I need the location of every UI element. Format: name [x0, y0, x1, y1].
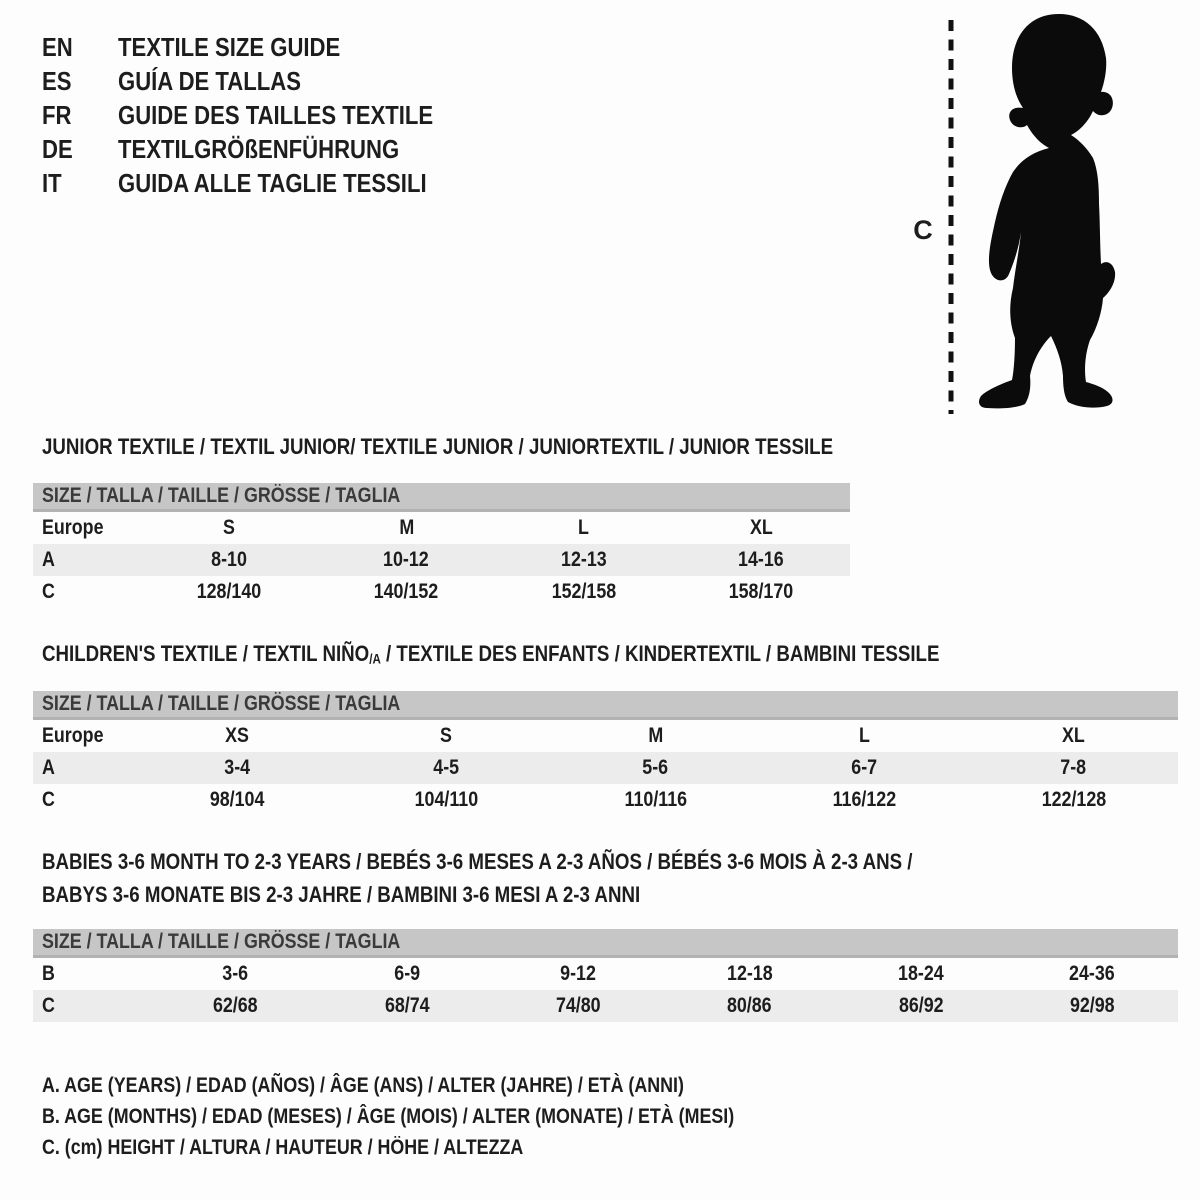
legend-line-c: C. (cm) HEIGHT / ALTURA / HAUTEUR / HÖHE / ALTEZZA	[42, 1136, 524, 1159]
table-row-europe	[33, 512, 850, 544]
language-code: FR	[42, 100, 72, 130]
nino-a-subscript: /A	[369, 651, 381, 667]
cell: 104/110	[414, 788, 479, 811]
language-code: IT	[42, 168, 62, 198]
row-label: C	[42, 994, 55, 1017]
language-label: GUIDE DES TAILLES TEXTILE	[118, 100, 434, 130]
babies-table-title-line2: BABYS 3-6 MONATE BIS 2-3 JAHRE / BAMBINI 3-6 MESI A 2-3 ANNI	[42, 882, 641, 907]
cell: 14-16	[738, 548, 785, 571]
cell: 4-5	[433, 756, 460, 779]
cell: 92/98	[1069, 994, 1115, 1017]
table-row-height	[33, 990, 1178, 1022]
cell: M	[648, 724, 663, 747]
row-label: Europe	[42, 724, 104, 747]
measure-legend	[42, 1070, 856, 1163]
size-header-bar: SIZE / TALLA / TAILLE / GRÖSSE / TAGLIA	[33, 483, 850, 512]
cell: 116/122	[832, 788, 897, 811]
table-row-age	[33, 544, 850, 576]
cell: 12-13	[560, 548, 607, 571]
language-code: EN	[42, 32, 73, 62]
legend-line-a: A. AGE (YEARS) / EDAD (AÑOS) / ÂGE (ANS) / ALTER (JAHRE) / ETÀ (ANNI)	[42, 1074, 684, 1097]
babies-table-title-line1: BABIES 3-6 MONTH TO 2-3 YEARS / BEBÉS 3-6 MESES A 2-3 AÑOS / BÉBÉS 3-6 MOIS À 2-3 ANS /	[42, 849, 913, 874]
cell: XL	[749, 516, 773, 539]
language-row-fr	[42, 98, 489, 132]
junior-table-title: JUNIOR TEXTILE / TEXTIL JUNIOR/ TEXTILE JUNIOR / JUNIORTEXTIL / JUNIOR TESSILE	[42, 434, 834, 459]
children-table-title: CHILDREN'S TEXTILE / TEXTIL NIÑO/A / TEXTILE DES ENFANTS / KINDERTEXTIL / BAMBINI TESSILE	[42, 641, 940, 667]
cell: 128/140	[196, 580, 262, 603]
cell: 158/170	[728, 580, 794, 603]
language-row-en	[42, 30, 489, 64]
cell: 3-4	[224, 756, 251, 779]
children-size-table	[33, 691, 1178, 816]
cell: 3-6	[222, 962, 249, 985]
cell: 24-36	[1069, 962, 1116, 985]
cell: 10-12	[383, 548, 430, 571]
toddler-silhouette-figure	[930, 8, 1150, 420]
language-label: GUIDA ALLE TAGLIE TESSILI	[118, 168, 427, 198]
junior-size-table	[33, 483, 850, 608]
table-row-height	[33, 784, 1178, 816]
table-row-age	[33, 752, 1178, 784]
cell: XL	[1062, 724, 1085, 747]
cell: 98/104	[210, 788, 265, 811]
row-label: A	[42, 756, 55, 779]
language-row-es	[42, 64, 489, 98]
cell: M	[398, 516, 414, 539]
size-header-bar: SIZE / TALLA / TAILLE / GRÖSSE / TAGLIA	[33, 691, 1178, 720]
table-row-height	[33, 576, 850, 608]
toddler-silhouette	[979, 14, 1115, 408]
cell: 12-18	[726, 962, 773, 985]
language-label: TEXTILE SIZE GUIDE	[118, 32, 341, 62]
cell: 110/116	[624, 788, 687, 811]
language-label: GUÍA DE TALLAS	[118, 66, 301, 96]
size-header-bar: SIZE / TALLA / TAILLE / GRÖSSE / TAGLIA	[33, 929, 1178, 958]
row-label: C	[42, 788, 55, 811]
cell: 86/92	[898, 994, 944, 1017]
babies-size-table	[33, 929, 1178, 1022]
cell: 6-7	[851, 756, 878, 779]
cell: 74/80	[555, 994, 601, 1017]
cell: XS	[225, 724, 250, 747]
row-label: B	[42, 962, 55, 985]
height-measure-label: C	[913, 215, 933, 245]
language-title-list	[42, 30, 489, 200]
table-row-months	[33, 958, 1178, 990]
language-row-it	[42, 166, 489, 200]
row-label: C	[42, 580, 55, 603]
row-label: A	[42, 548, 55, 571]
cell: 80/86	[727, 994, 772, 1017]
row-label: Europe	[42, 516, 104, 539]
language-code: DE	[42, 134, 73, 164]
cell: 62/68	[213, 994, 258, 1017]
cell: 5-6	[642, 756, 669, 779]
cell: 122/128	[1041, 788, 1106, 811]
cell: 18-24	[898, 962, 944, 985]
cell: 68/74	[384, 994, 430, 1017]
cell: 9-12	[560, 962, 597, 985]
table-row-europe	[33, 720, 1178, 752]
cell: S	[222, 516, 235, 539]
language-label: TEXTILGRÖßENFÜHRUNG	[118, 134, 400, 164]
cell: L	[578, 516, 590, 539]
language-code: ES	[42, 66, 72, 96]
cell: 7-8	[1060, 756, 1087, 779]
cell: 152/158	[551, 580, 617, 603]
language-row-de	[42, 132, 489, 166]
legend-line-b: B. AGE (MONTHS) / EDAD (MESES) / ÂGE (MOIS) / ALTER (MONATE) / ETÀ (MESI)	[42, 1105, 735, 1128]
cell: S	[440, 724, 453, 747]
cell: 6-9	[394, 962, 420, 985]
cell: 140/152	[373, 580, 439, 603]
cell: L	[859, 724, 870, 747]
cell: 8-10	[210, 548, 247, 571]
